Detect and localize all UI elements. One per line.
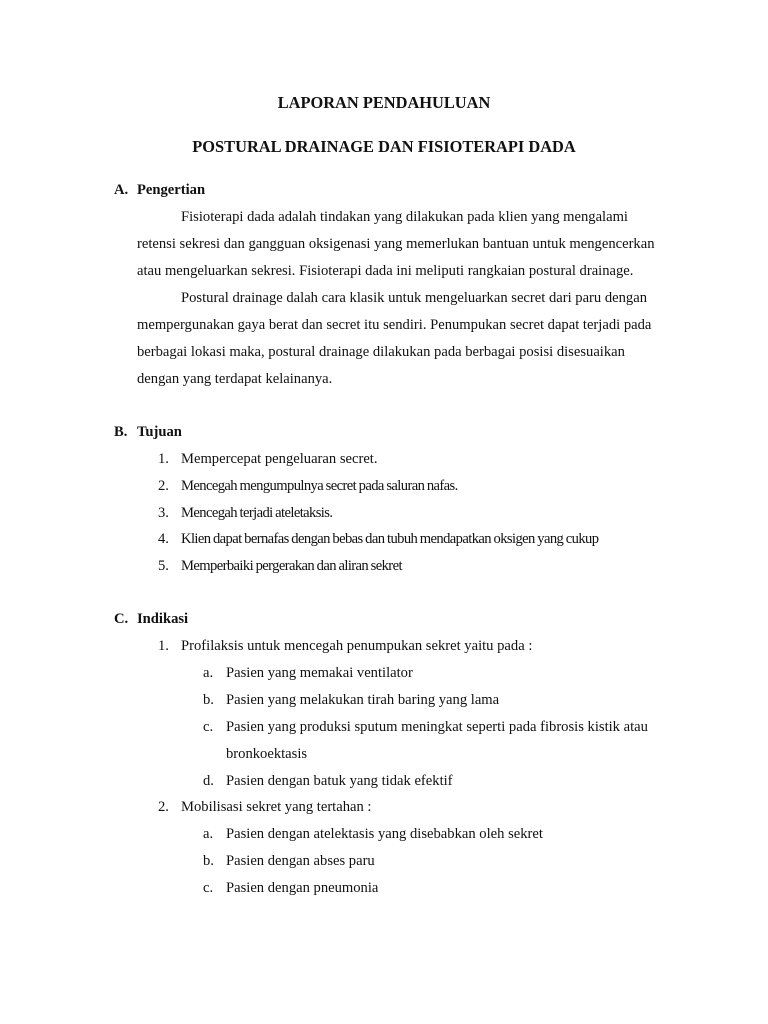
sublist-item-letter: a. — [203, 826, 214, 842]
document-subtitle: POSTURAL DRAINAGE DAN FISIOTERAPI DADA — [192, 137, 576, 156]
list-item-number: 4. — [158, 531, 169, 547]
sublist-item-letter: c. — [203, 880, 214, 896]
list-item: Profilaksis untuk mencegah penumpukan sekret yaitu pada : — [181, 638, 533, 654]
list-item-number: 2. — [158, 478, 169, 494]
list-item: Mobilisasi sekret yang tertahan : — [181, 799, 372, 815]
list-item-number: 2. — [158, 799, 169, 815]
sublist-item: Pasien dengan abses paru — [226, 853, 375, 869]
sublist-item-continuation: bronkoektasis — [226, 746, 308, 762]
paragraph-line: mempergunakan gaya berat dan secret itu sendiri. Penumpukan secret dapat terjadi pada — [137, 317, 652, 333]
list-item: Klien dapat bernafas dengan bebas dan tubuh mendapatkan oksigen yang cukup — [181, 531, 599, 547]
section-b-marker: B. — [114, 424, 128, 440]
paragraph-line: atau mengeluarkan sekresi. Fisioterapi dada ini meliputi rangkaian postural drainage. — [137, 263, 634, 279]
sublist-item: Pasien yang produksi sputum meningkat seperti pada fibrosis kistik atau — [226, 719, 648, 735]
sublist-item: Pasien yang melakukan tirah baring yang lama — [226, 692, 500, 708]
document-title: LAPORAN PENDAHULUAN — [277, 93, 491, 112]
sublist-item-letter: a. — [203, 665, 214, 681]
sublist-item: Pasien yang memakai ventilator — [226, 665, 413, 681]
list-item: Mencegah mengumpulnya secret pada saluran nafas. — [181, 478, 458, 494]
section-c-heading: Indikasi — [137, 611, 189, 627]
sublist-item: Pasien dengan atelektasis yang disebabkan oleh sekret — [226, 826, 543, 842]
sublist-item-letter: b. — [203, 692, 214, 708]
sublist-item: Pasien dengan pneumonia — [226, 880, 379, 896]
list-item-number: 3. — [158, 505, 169, 521]
sublist-item-letter: b. — [203, 853, 214, 869]
section-b-heading: Tujuan — [137, 424, 182, 440]
list-item-number: 1. — [158, 638, 169, 654]
paragraph-line: berbagai lokasi maka, postural drainage dilakukan pada berbagai posisi disesuaikan — [137, 344, 625, 360]
sublist-item-letter: c. — [203, 719, 214, 735]
section-c-marker: C. — [114, 611, 129, 627]
paragraph-line: retensi sekresi dan gangguan oksigenasi yang memerlukan bantuan untuk mengencerkan — [137, 236, 655, 252]
list-item-number: 1. — [158, 451, 169, 467]
section-a-marker: A. — [114, 182, 129, 198]
list-item: Mempercepat pengeluaran secret. — [181, 451, 378, 467]
paragraph-line: Postural drainage dalah cara klasik untuk mengeluarkan secret dari paru dengan — [181, 290, 648, 306]
sublist-item: Pasien dengan batuk yang tidak efektif — [226, 773, 453, 789]
list-item-number: 5. — [158, 558, 169, 574]
list-item: Mencegah terjadi ateletaksis. — [181, 505, 333, 521]
paragraph-line: dengan yang terdapat kelainanya. — [137, 371, 333, 387]
paragraph-line: Fisioterapi dada adalah tindakan yang dilakukan pada klien yang mengalami — [181, 209, 628, 225]
list-item: Memperbaiki pergerakan dan aliran sekret — [181, 558, 402, 574]
section-a-heading: Pengertian — [137, 182, 206, 198]
sublist-item-letter: d. — [203, 773, 214, 789]
